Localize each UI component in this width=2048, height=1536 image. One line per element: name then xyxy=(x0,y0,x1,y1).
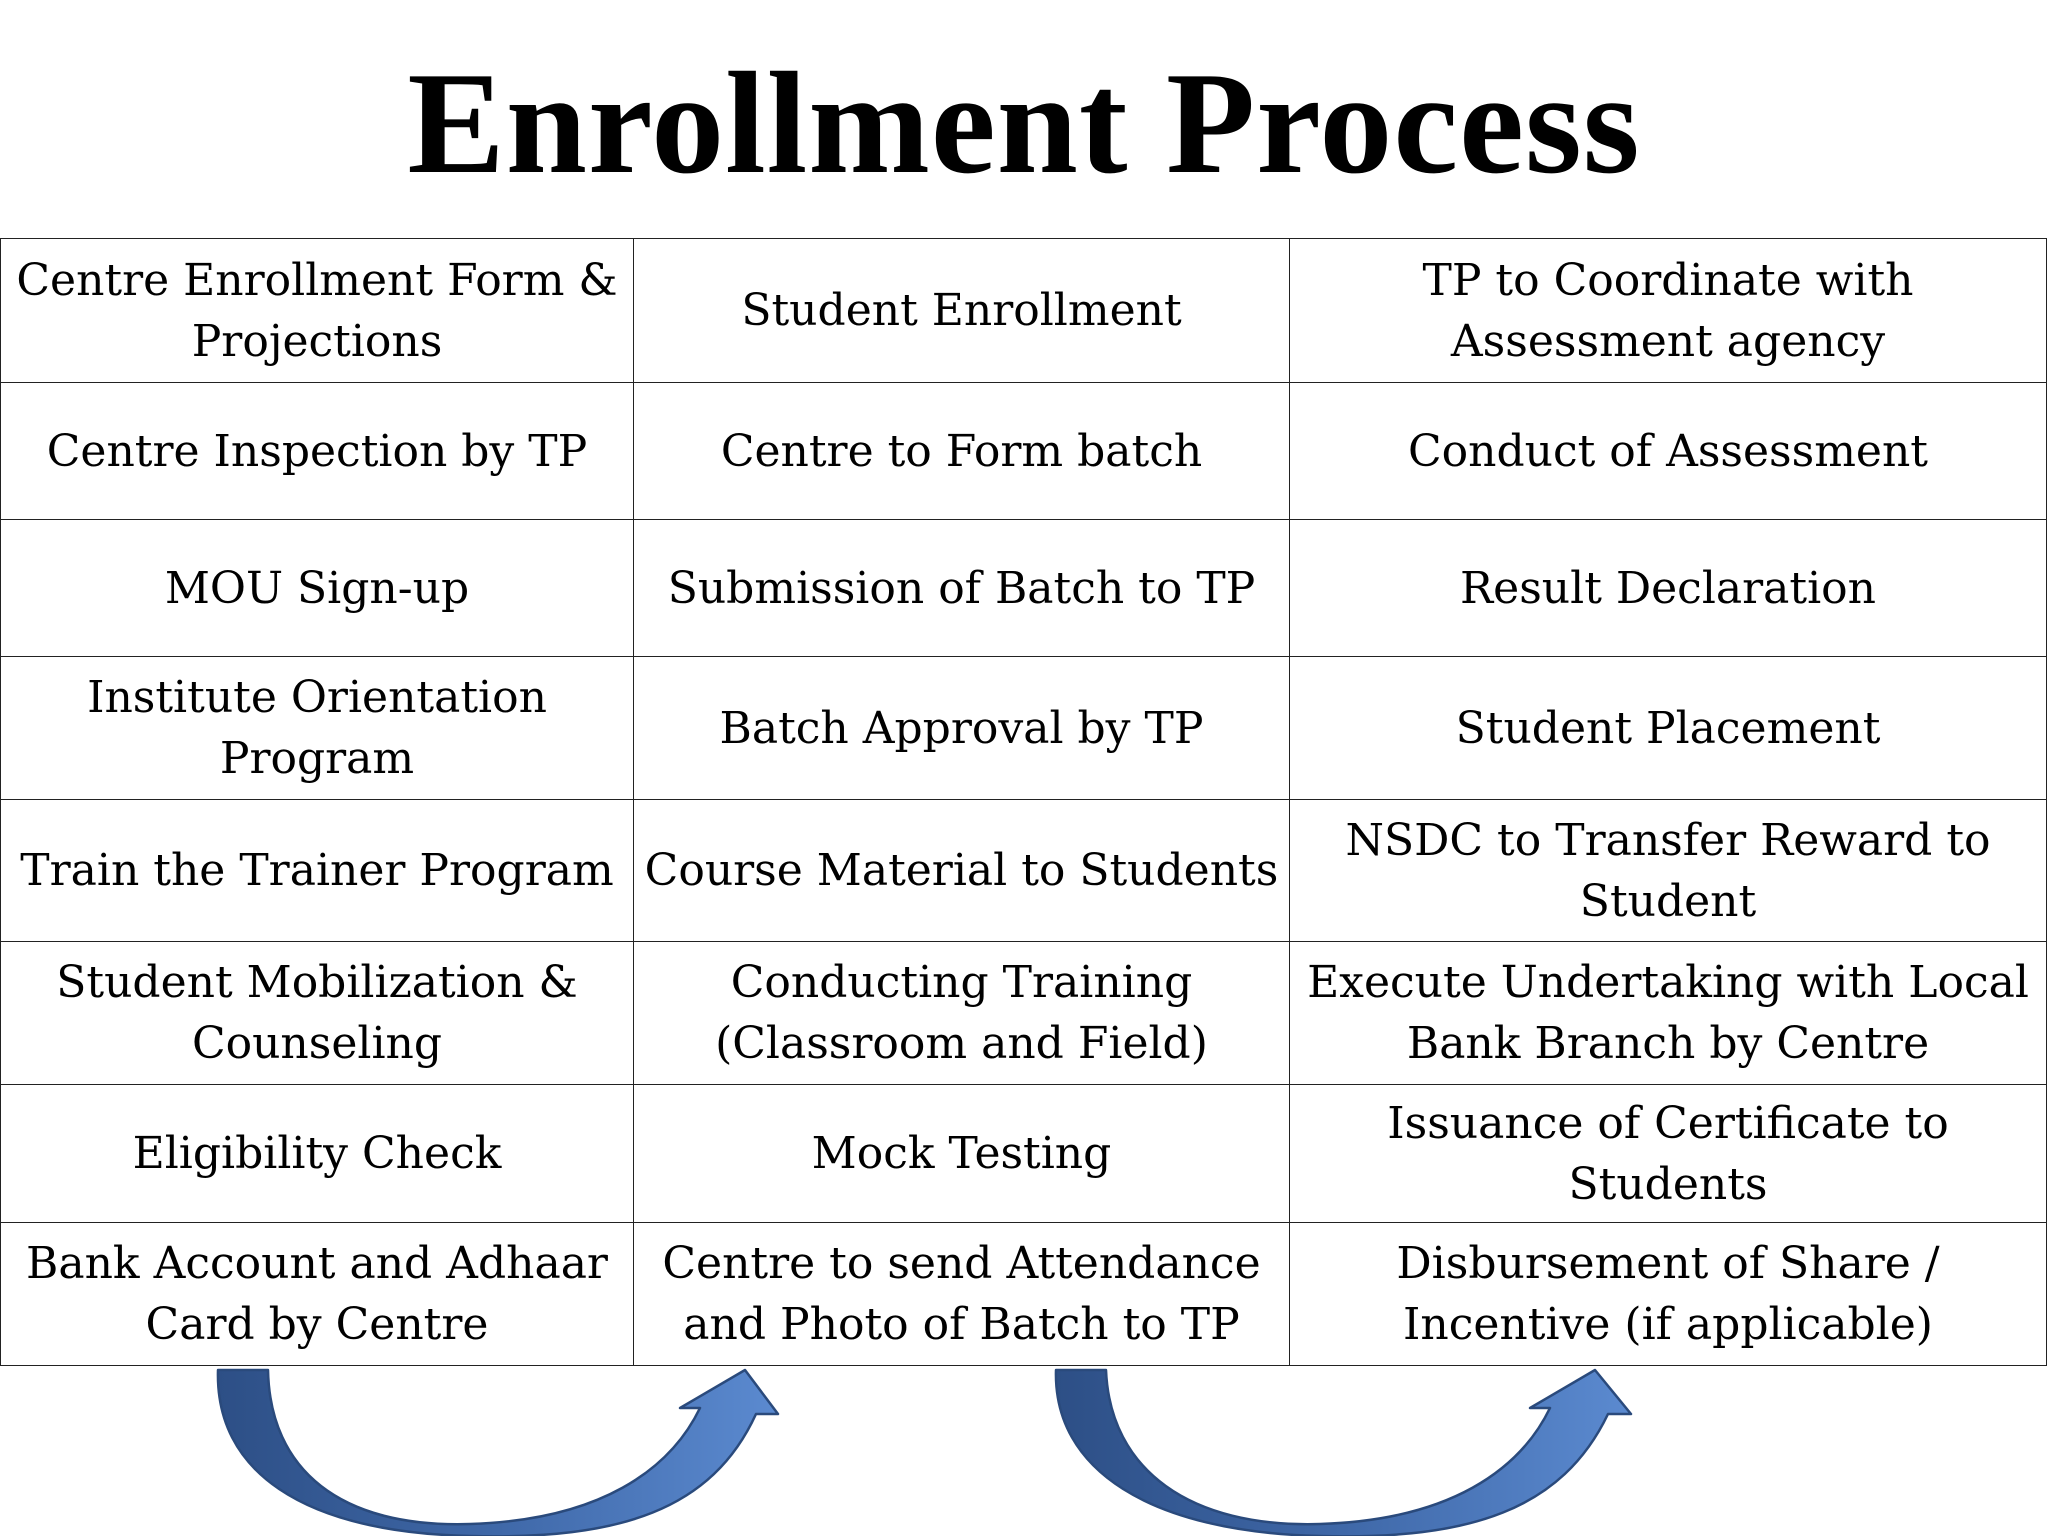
step-cell: MOU Sign-up xyxy=(1,520,634,657)
step-cell: Student Placement xyxy=(1290,657,2047,800)
step-row xyxy=(1,383,2047,520)
step-cell: Conducting Training (Classroom and Field) xyxy=(634,942,1290,1085)
step-row xyxy=(1,800,2047,942)
step-cell: Execute Undertaking with Local Bank Branch by Centre xyxy=(1290,942,2047,1085)
process-grid xyxy=(0,238,2047,1366)
step-cell: Centre Inspection by TP xyxy=(1,383,634,520)
step-cell: Centre to send Attendance and Photo of Batch to TP xyxy=(634,1223,1290,1366)
step-cell: Eligibility Check xyxy=(1,1085,634,1223)
step-cell: Student Mobilization & Counseling xyxy=(1,942,634,1085)
step-cell: Result Declaration xyxy=(1290,520,2047,657)
step-row xyxy=(1,657,2047,800)
step-cell: Student Enrollment xyxy=(634,239,1290,383)
step-cell: NSDC to Transfer Reward to Student xyxy=(1290,800,2047,942)
step-cell: Mock Testing xyxy=(634,1085,1290,1223)
step-row xyxy=(1,1085,2047,1223)
curved-arrow-icon xyxy=(218,1370,778,1536)
step-cell: Train the Trainer Program xyxy=(1,800,634,942)
step-cell: Centre Enrollment Form & Projections xyxy=(1,239,634,383)
step-cell: Submission of Batch to TP xyxy=(634,520,1290,657)
step-row xyxy=(1,520,2047,657)
step-cell: Conduct of Assessment xyxy=(1290,383,2047,520)
step-cell: Disbursement of Share / Incentive (if applicable) xyxy=(1290,1223,2047,1366)
step-cell: Institute Orientation Program xyxy=(1,657,634,800)
step-row xyxy=(1,942,2047,1085)
step-cell: TP to Coordinate with Assessment agency xyxy=(1290,239,2047,383)
step-row xyxy=(1,239,2047,383)
page-title: Enrollment Process xyxy=(407,42,1641,204)
step-cell: Centre to Form batch xyxy=(634,383,1290,520)
step-cell: Course Material to Students xyxy=(634,800,1290,942)
step-cell: Batch Approval by TP xyxy=(634,657,1290,800)
flow-arrows xyxy=(0,1360,2048,1536)
step-row xyxy=(1,1223,2047,1366)
step-cell: Bank Account and Adhaar Card by Centre xyxy=(1,1223,634,1366)
curved-arrow-icon xyxy=(1056,1370,1631,1536)
step-cell: Issuance of Certificate to Students xyxy=(1290,1085,2047,1223)
